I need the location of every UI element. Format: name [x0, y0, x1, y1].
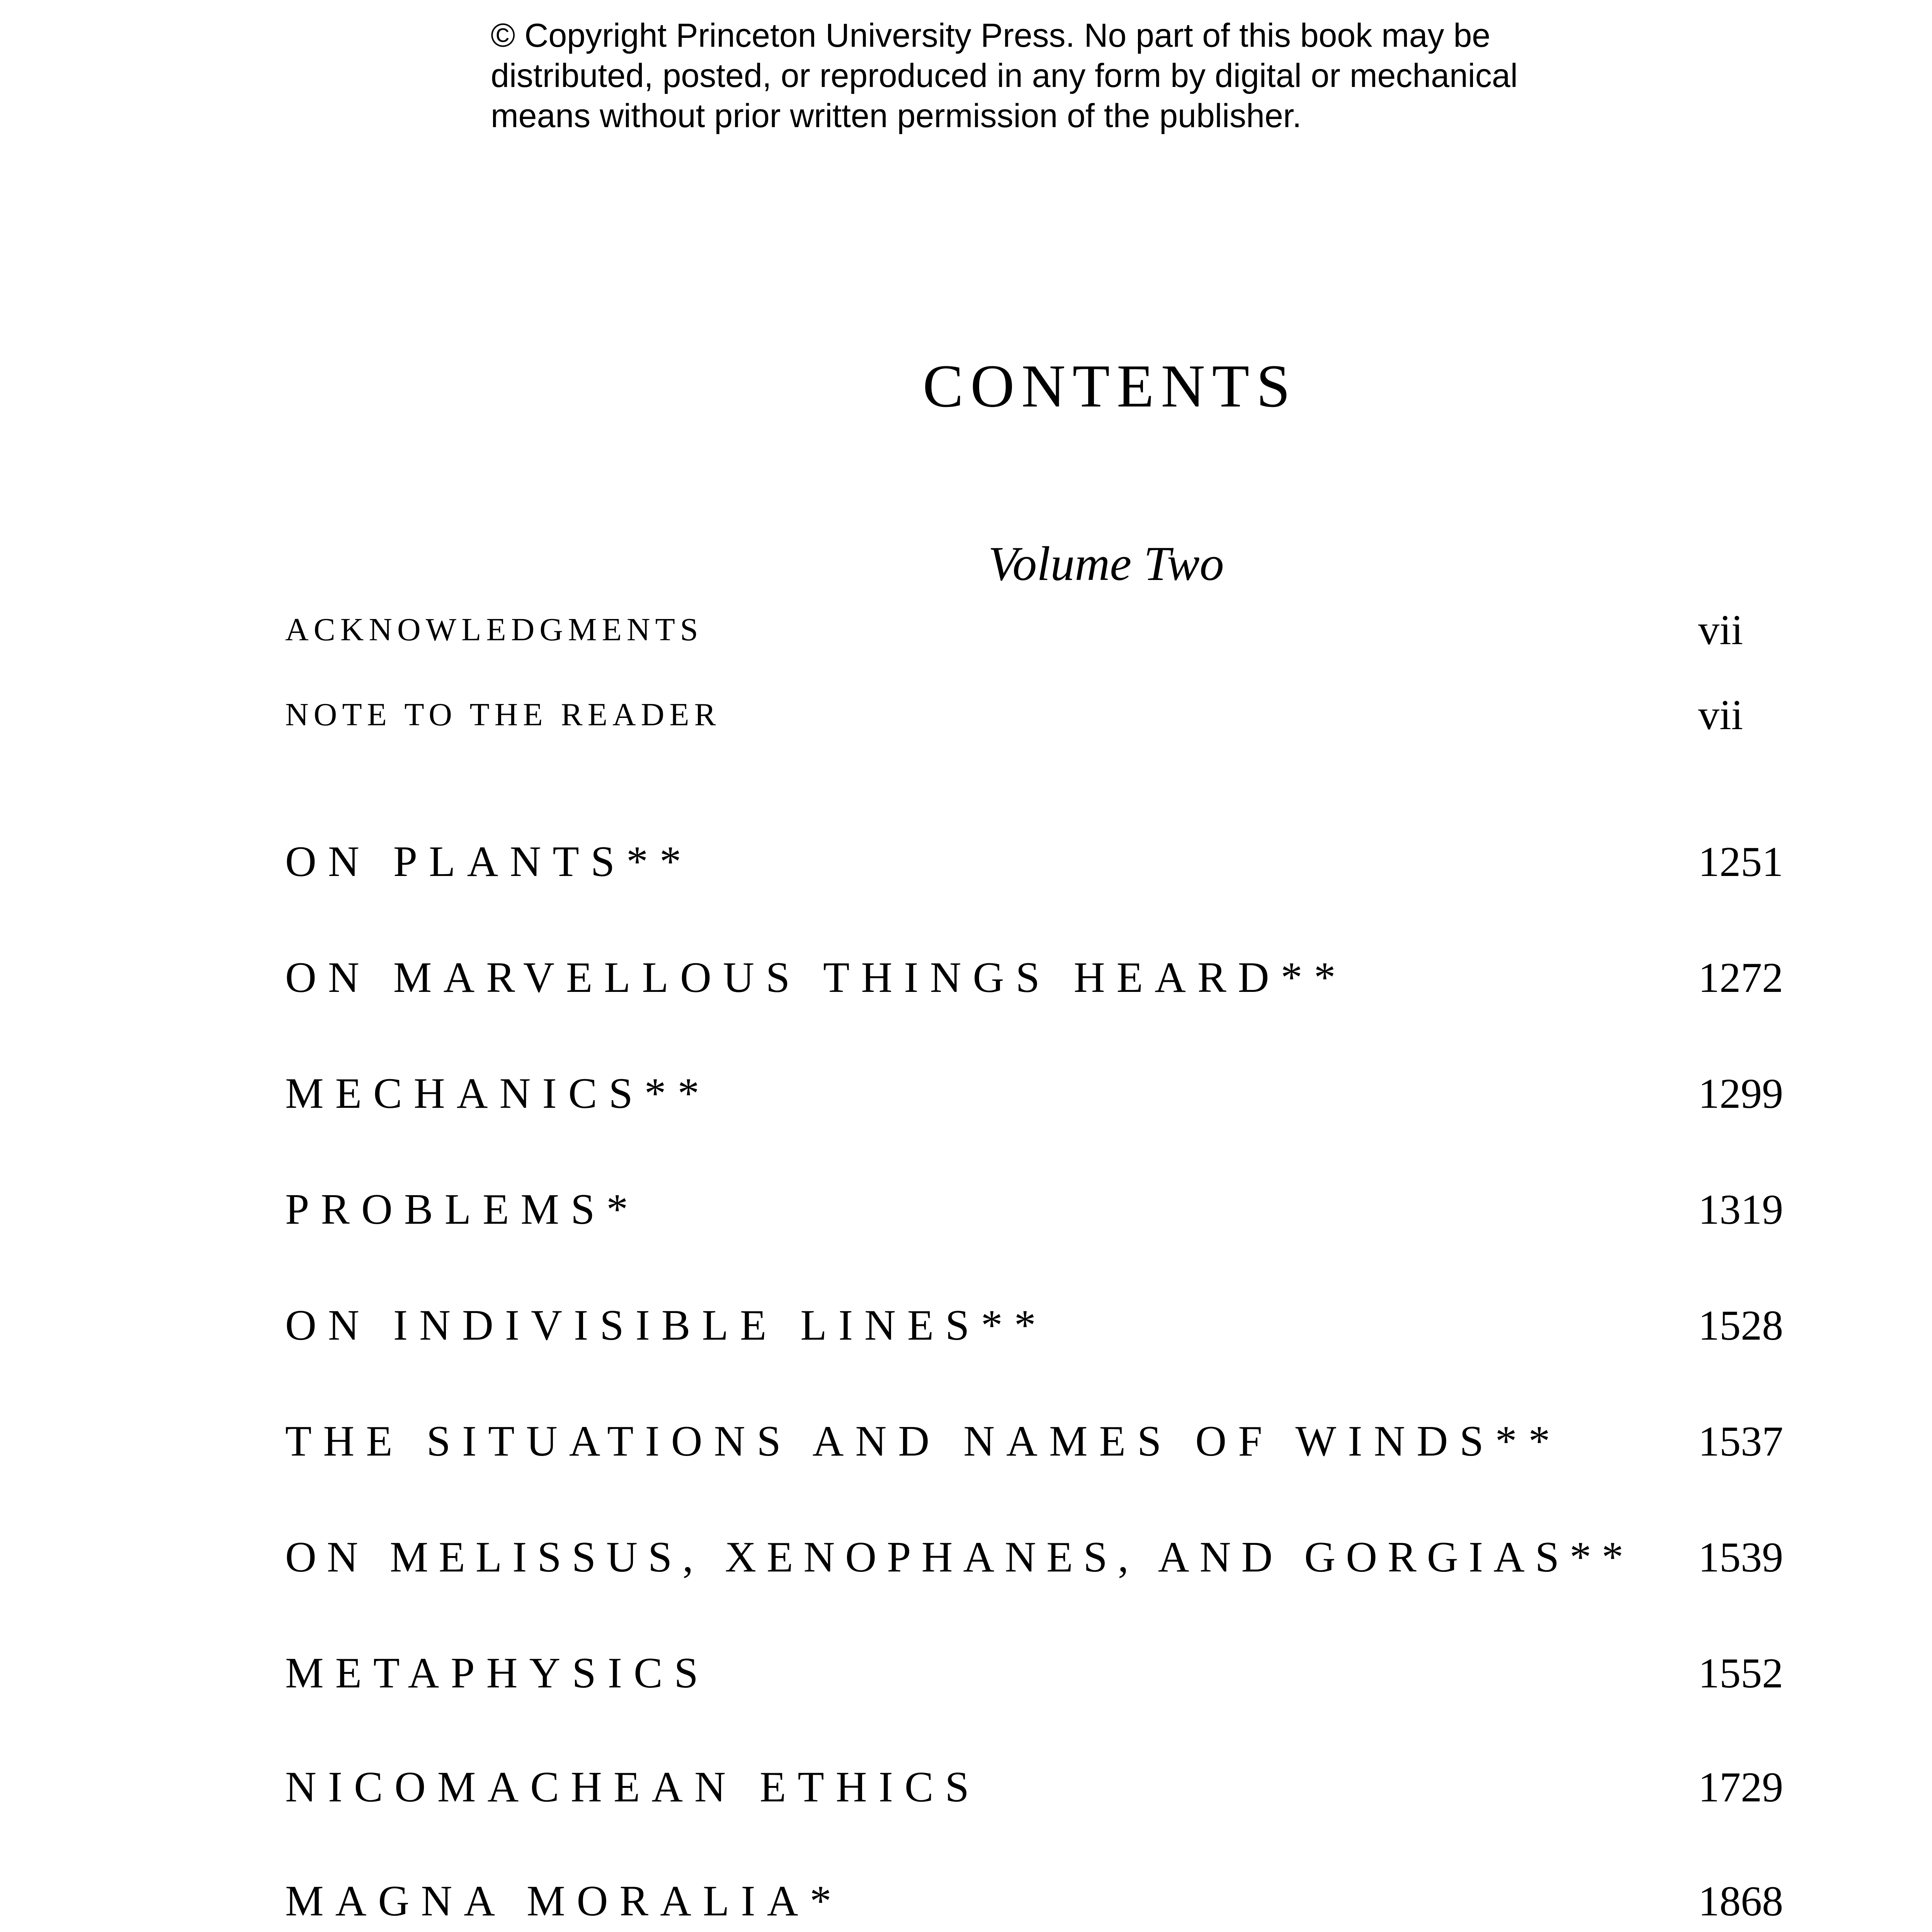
toc-entry-note-to-reader	[0, 684, 1932, 746]
toc-entry-page: 1251	[1698, 838, 1783, 885]
toc-entry	[0, 947, 1932, 1009]
toc-entry-title: NICOMACHEAN ETHICS	[285, 1763, 981, 1811]
toc-entry-page: 1552	[1698, 1650, 1783, 1697]
toc-entry-title: THE SITUATIONS AND NAMES OF WINDS**	[285, 1417, 1562, 1465]
toc-entry-title: ON PLANTS**	[285, 838, 693, 886]
toc-entry	[0, 1642, 1932, 1704]
page-title: CONTENTS	[922, 352, 1298, 420]
toc-entry-page: 1528	[1698, 1302, 1783, 1349]
toc-entry-title: METAPHYSICS	[285, 1649, 710, 1697]
toc-entry-page: 1537	[1698, 1418, 1783, 1465]
copyright-line: means without prior written permission of the publisher.	[491, 97, 1302, 134]
toc-entry-title: PROBLEMS*	[285, 1185, 640, 1233]
toc-entry-title: ON MELISSUS, XENOPHANES, AND GORGIAS**	[285, 1533, 1634, 1581]
toc-entry	[0, 1179, 1932, 1240]
toc-entry-page: 1272	[1698, 954, 1783, 1001]
toc-entry-page: 1299	[1698, 1070, 1783, 1117]
toc-entry	[0, 1063, 1932, 1124]
toc-entry-title: MECHANICS**	[285, 1070, 711, 1117]
toc-entry-title: ON MARVELLOUS THINGS HEARD**	[285, 954, 1347, 1002]
toc-entry-page: vii	[1698, 606, 1743, 653]
toc-entry	[0, 1410, 1932, 1472]
toc-entry-title: ACKNOWLEDGMENTS	[285, 612, 703, 648]
toc-entry	[0, 831, 1932, 893]
toc-entry-acknowledgments	[0, 599, 1932, 661]
copyright-line: © Copyright Princeton University Press. No part of this book may be	[491, 17, 1491, 54]
copyright-notice	[491, 15, 1727, 136]
toc-entry-page: 1539	[1698, 1534, 1783, 1581]
toc-entry-page: 1319	[1698, 1186, 1783, 1233]
toc-entry-title: MAGNA MORALIA*	[285, 1877, 843, 1925]
toc-entry	[0, 1870, 1932, 1932]
toc-entry-title: NOTE TO THE READER	[285, 697, 721, 733]
toc-entry-title: ON INDIVISIBLE LINES**	[285, 1301, 1048, 1349]
volume-subtitle: Volume Two	[988, 537, 1224, 591]
toc-entry-page: vii	[1698, 691, 1743, 738]
toc-entry	[0, 1294, 1932, 1356]
toc-entry	[0, 1756, 1932, 1818]
toc-entry-page: 1868	[1698, 1878, 1783, 1925]
copyright-line: distributed, posted, or reproduced in any form by digital or mechanical	[491, 57, 1518, 94]
toc-entry	[0, 1526, 1932, 1588]
toc-entry-page: 1729	[1698, 1764, 1783, 1811]
